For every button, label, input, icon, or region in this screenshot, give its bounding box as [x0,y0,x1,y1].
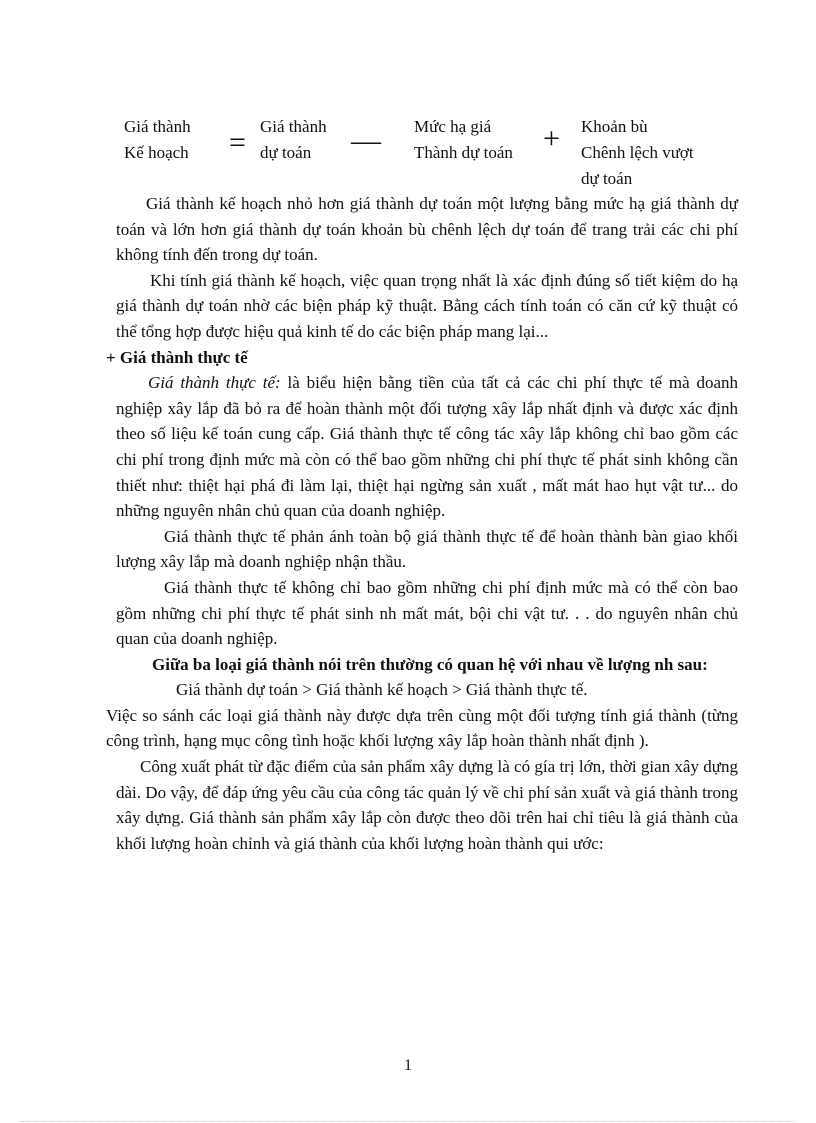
defined-term: Giá thành thực tế: [148,373,281,393]
paragraph-actual-cost-definition [116,370,738,524]
formula-term-line: Chênh lệch vượt [581,143,694,162]
footer-divider [20,1121,796,1122]
formula-term-line: Khoản bù [581,117,648,136]
formula-term-line: Thành dự toán [414,143,513,162]
cost-formula [0,114,816,194]
cost-relationship-line: Giá thành dự toán > Giá thành kế hoạch > Giá thành thực tế. [176,680,588,700]
formula-term-compensation [581,114,694,192]
paragraph-actual-cost-scope: Giá thành thực tế không chỉ bao gồm những chi phí định mức mà có thể còn bao gồm những chi phí thực tế phát sinh nh mất mát, bội chi vật tư. . . do nguyên nhân chủ quan của doanh nghiệp. [116,577,738,649]
plus-sign: + [543,122,560,155]
formula-term-line: dự toán [260,143,312,162]
paragraph-comparison: Việc so sánh các loại giá thành này được dựa trên cùng một đối tượng tính giá thành (từng công trình, hạng mục công tình hoặc khối lượng xây lắp hoàn thành nhất định ). [106,705,738,751]
body-text [106,191,738,856]
section-heading-actual-cost: + Giá thành thực tế [106,347,248,367]
formula-term-line: Giá thành [124,117,191,136]
formula-term-line: Mức hạ giá [414,117,492,136]
formula-term-cost-reduction [414,114,513,166]
paragraph-planned-cost: Giá thành kế hoạch nhỏ hơn giá thành dự toán một lượng bằng mức hạ giá thành dự toán và lớn hơn giá thành dự toán khoản bù chênh lệch dự toán để trang trải các chi phí không tính đến trong dự toán. [116,194,738,265]
formula-term-planned-cost [124,114,191,166]
formula-term-line: dự toán [581,169,633,188]
paragraph-actual-cost-reflection: Giá thành thực tế phản ánh toàn bộ giá thành thực tế để hoàn thành bàn giao khối lượng xây lắp mà doanh nghiệp nhận thầu. [116,526,738,572]
formula-term-line: Giá thành [260,117,327,136]
definition-text: là biểu hiện bằng tiền của tất cả các chi phí thực tế mà doanh nghiệp xây lắp đã bỏ ra để hoàn thành một đối tượng xây lắp nhất định và được xác định theo số liệu kế toán cung cấp. Giá thành thực tế công tác xây lắp không chỉ bao gồm các chi phí trong định mức mà còn có thể bao gồm những chi phí thực tế phát sinh không cần thiết như: thiệt hại phá đi làm lại, thiệt hại ngừng sản xuất , mất mát hao hụt vật tư... do những nguyên nhân chủ quan của doanh nghiệp. [116,373,738,521]
paragraph-planned-cost-calculation: Khi tính giá thành kế hoạch, việc quan trọng nhất là xác định đúng số tiết kiệm do hạ giá thành dự toán nhờ các biện pháp kỹ thuật. Bằng cách tính toán có căn cứ kỹ thuật có thể tổng hợp được hiệu quả kinh tế do các biện pháp mang lại... [116,270,738,341]
page-number: 1 [404,1057,412,1074]
paragraph-tracking-indicators: Công xuất phát từ đặc điểm của sản phẩm xây dựng là có gía trị lớn, thời gian xây dựng dài. Do vậy, để đáp ứng yêu cầu của công tác quản lý về chi phí sản xuất và giá thành trong xây dựng. Giá thành sản phẩm xây lắp còn được theo dõi trên hai chỉ tiêu là giá thành của khối lượng hoàn chỉnh và giá thành của khối lượng hoàn thành qui ước: [116,757,738,853]
paragraph-cost-relationship: Giữa ba loại giá thành nói trên thường có quan hệ với nhau về lượng nh sau: [152,654,708,674]
equals-sign: = [229,126,246,159]
formula-term-estimated-cost [260,114,327,166]
minus-sign: — [351,124,381,157]
formula-term-line: Kế hoạch [124,143,189,162]
